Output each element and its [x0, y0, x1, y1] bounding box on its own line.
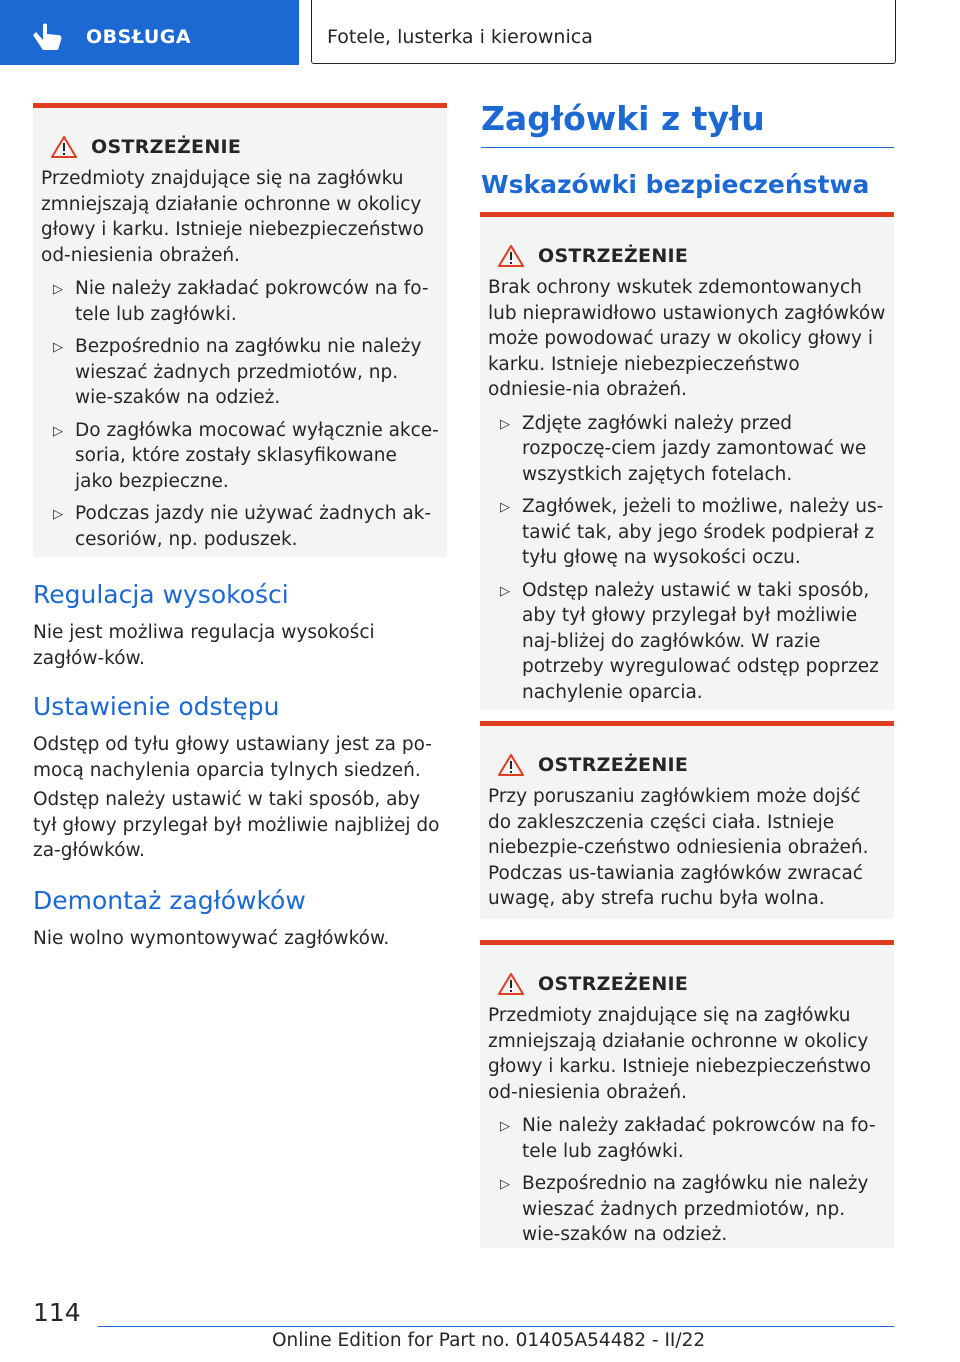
- warning-box: [33, 103, 447, 557]
- warning-list: [41, 276, 439, 552]
- list-item: ▷ Podczas jazdy nie używać żadnych ak-cesoriów, np. poduszek.: [53, 503, 432, 550]
- section-tab[interactable]: [0, 0, 299, 65]
- list-item: ▷ Zagłówek, jeżeli to możliwe, należy us-tawić tak, aby jego środek podpierał z tyłu głowę na wysokości oczu.: [500, 496, 884, 568]
- safety-heading: Wskazówki bezpieczeństwa: [481, 170, 870, 199]
- warning-header: [488, 241, 886, 271]
- triangle-bullet-icon: ▷: [500, 1119, 510, 1134]
- warning-text: Przy poruszaniu zagłówkiem może dojść do zakleszczenia części ciała. Istnieje niebezpie-czeństwo odniesienia obrażeń. Podczas us-tawiania zagłówków zwracać uwagę, aby strefa ruchu była wolna.: [488, 786, 869, 909]
- warning-box: [480, 212, 894, 710]
- distance-text-2: Odstęp należy ustawić w taki sposób, aby tył głowy przylegał był możliwie najbliżej do za-główków.: [33, 789, 440, 861]
- warning-text: Brak ochrony wskutek zdemontowanych lub nieprawidłowo ustawionych zagłówków może powodować urazy w okolicy głowy i karku. Istnieje niebezpieczeństwo odniesie-nia obrażeń.: [488, 277, 886, 400]
- chapter-title: Fotele, lusterka i kierownica: [327, 26, 593, 48]
- warning-body: [488, 784, 886, 912]
- height-text: Nie jest możliwa regulacja wysokości zagłów-ków.: [33, 622, 375, 669]
- list-item: ▷ Odstęp należy ustawić w taki sposób, aby tył głowy przylegał był możliwie naj-bliżej do zagłówków. W razie potrzeby wyregulować odstęp poprzez nachylenie oparcia.: [500, 579, 879, 703]
- warning-title: OSTRZEŻENIE: [538, 973, 689, 995]
- warning-header: [488, 750, 886, 780]
- hand-pointer-icon: [30, 22, 64, 52]
- triangle-bullet-icon: ▷: [53, 282, 63, 297]
- triangle-bullet-icon: ▷: [53, 507, 63, 522]
- section-label: OBSŁUGA: [86, 26, 192, 48]
- warning-body: [41, 166, 439, 552]
- triangle-bullet-icon: ▷: [500, 416, 510, 432]
- warning-triangle-icon: [498, 244, 524, 268]
- list-item: ▷ Bezpośrednio na zagłówku nie należy wieszać żadnych przedmiotów, np. wie-szaków na odzież.: [53, 336, 422, 408]
- warning-triangle-icon: [498, 972, 524, 996]
- triangle-bullet-icon: ▷: [500, 583, 510, 599]
- page-title: Zagłówki z tyłu: [481, 99, 894, 148]
- warning-box: [480, 721, 894, 919]
- triangle-bullet-icon: ▷: [53, 423, 63, 439]
- triangle-bullet-icon: ▷: [500, 500, 510, 515]
- list-item: ▷ Nie należy zakładać pokrowców na fo-tele lub zagłówki.: [53, 278, 429, 325]
- page-number: 114: [33, 1298, 81, 1327]
- footer-divider: [98, 1326, 894, 1327]
- edition-footer: Online Edition for Part no. 01405A54482 - II/22: [272, 1330, 706, 1351]
- distance-text-1: Odstęp od tyłu głowy ustawiany jest za po-mocą nachylenia oparcia tylnych siedzeń.: [33, 734, 432, 781]
- warning-title: OSTRZEŻENIE: [538, 754, 689, 776]
- warning-body: [488, 275, 886, 705]
- list-item: ▷ Do zagłówka mocować wyłącznie akce-soria, które zostały sklasyfikowane jako bezpieczne.: [53, 419, 439, 492]
- warning-title: OSTRZEŻENIE: [91, 136, 242, 158]
- warning-triangle-icon: [51, 135, 77, 159]
- warning-header: [41, 132, 439, 162]
- list-item: ▷ Nie należy zakładać pokrowców na fo-tele lub zagłówki.: [500, 1115, 876, 1162]
- warning-triangle-icon: [498, 753, 524, 777]
- list-item: ▷ Zdjęte zagłówki należy przed rozpoczę-ciem jazdy zamontować we wszystkich zajętych fotelach.: [500, 412, 867, 485]
- chapter-header: [311, 0, 896, 64]
- removal-text: Nie wolno wymontowywać zagłówków.: [33, 928, 390, 949]
- height-heading: Regulacja wysokości: [33, 580, 289, 609]
- warning-text: Przedmioty znajdujące się na zagłówku zmniejszają działanie ochronne w okolicy głowy i karku. Istnieje niebezpieczeństwo od-niesienia obrażeń.: [488, 1005, 871, 1103]
- warning-list: [488, 411, 886, 706]
- warning-text: Przedmioty znajdujące się na zagłówku zmniejszają działanie ochronne w okolicy głowy i karku. Istnieje niebezpieczeństwo od-niesienia obrażeń.: [41, 168, 424, 266]
- triangle-bullet-icon: ▷: [53, 340, 63, 355]
- warning-list: [488, 1113, 886, 1248]
- warning-box: [480, 940, 894, 1248]
- warning-header: [488, 969, 886, 999]
- triangle-bullet-icon: ▷: [500, 1177, 510, 1192]
- warning-title: OSTRZEŻENIE: [538, 245, 689, 267]
- list-item: ▷ Bezpośrednio na zagłówku nie należy wieszać żadnych przedmiotów, np. wie-szaków na odzież.: [500, 1173, 869, 1245]
- warning-body: [488, 1003, 886, 1248]
- removal-heading: Demontaż zagłówków: [33, 886, 306, 915]
- distance-heading: Ustawienie odstępu: [33, 692, 280, 721]
